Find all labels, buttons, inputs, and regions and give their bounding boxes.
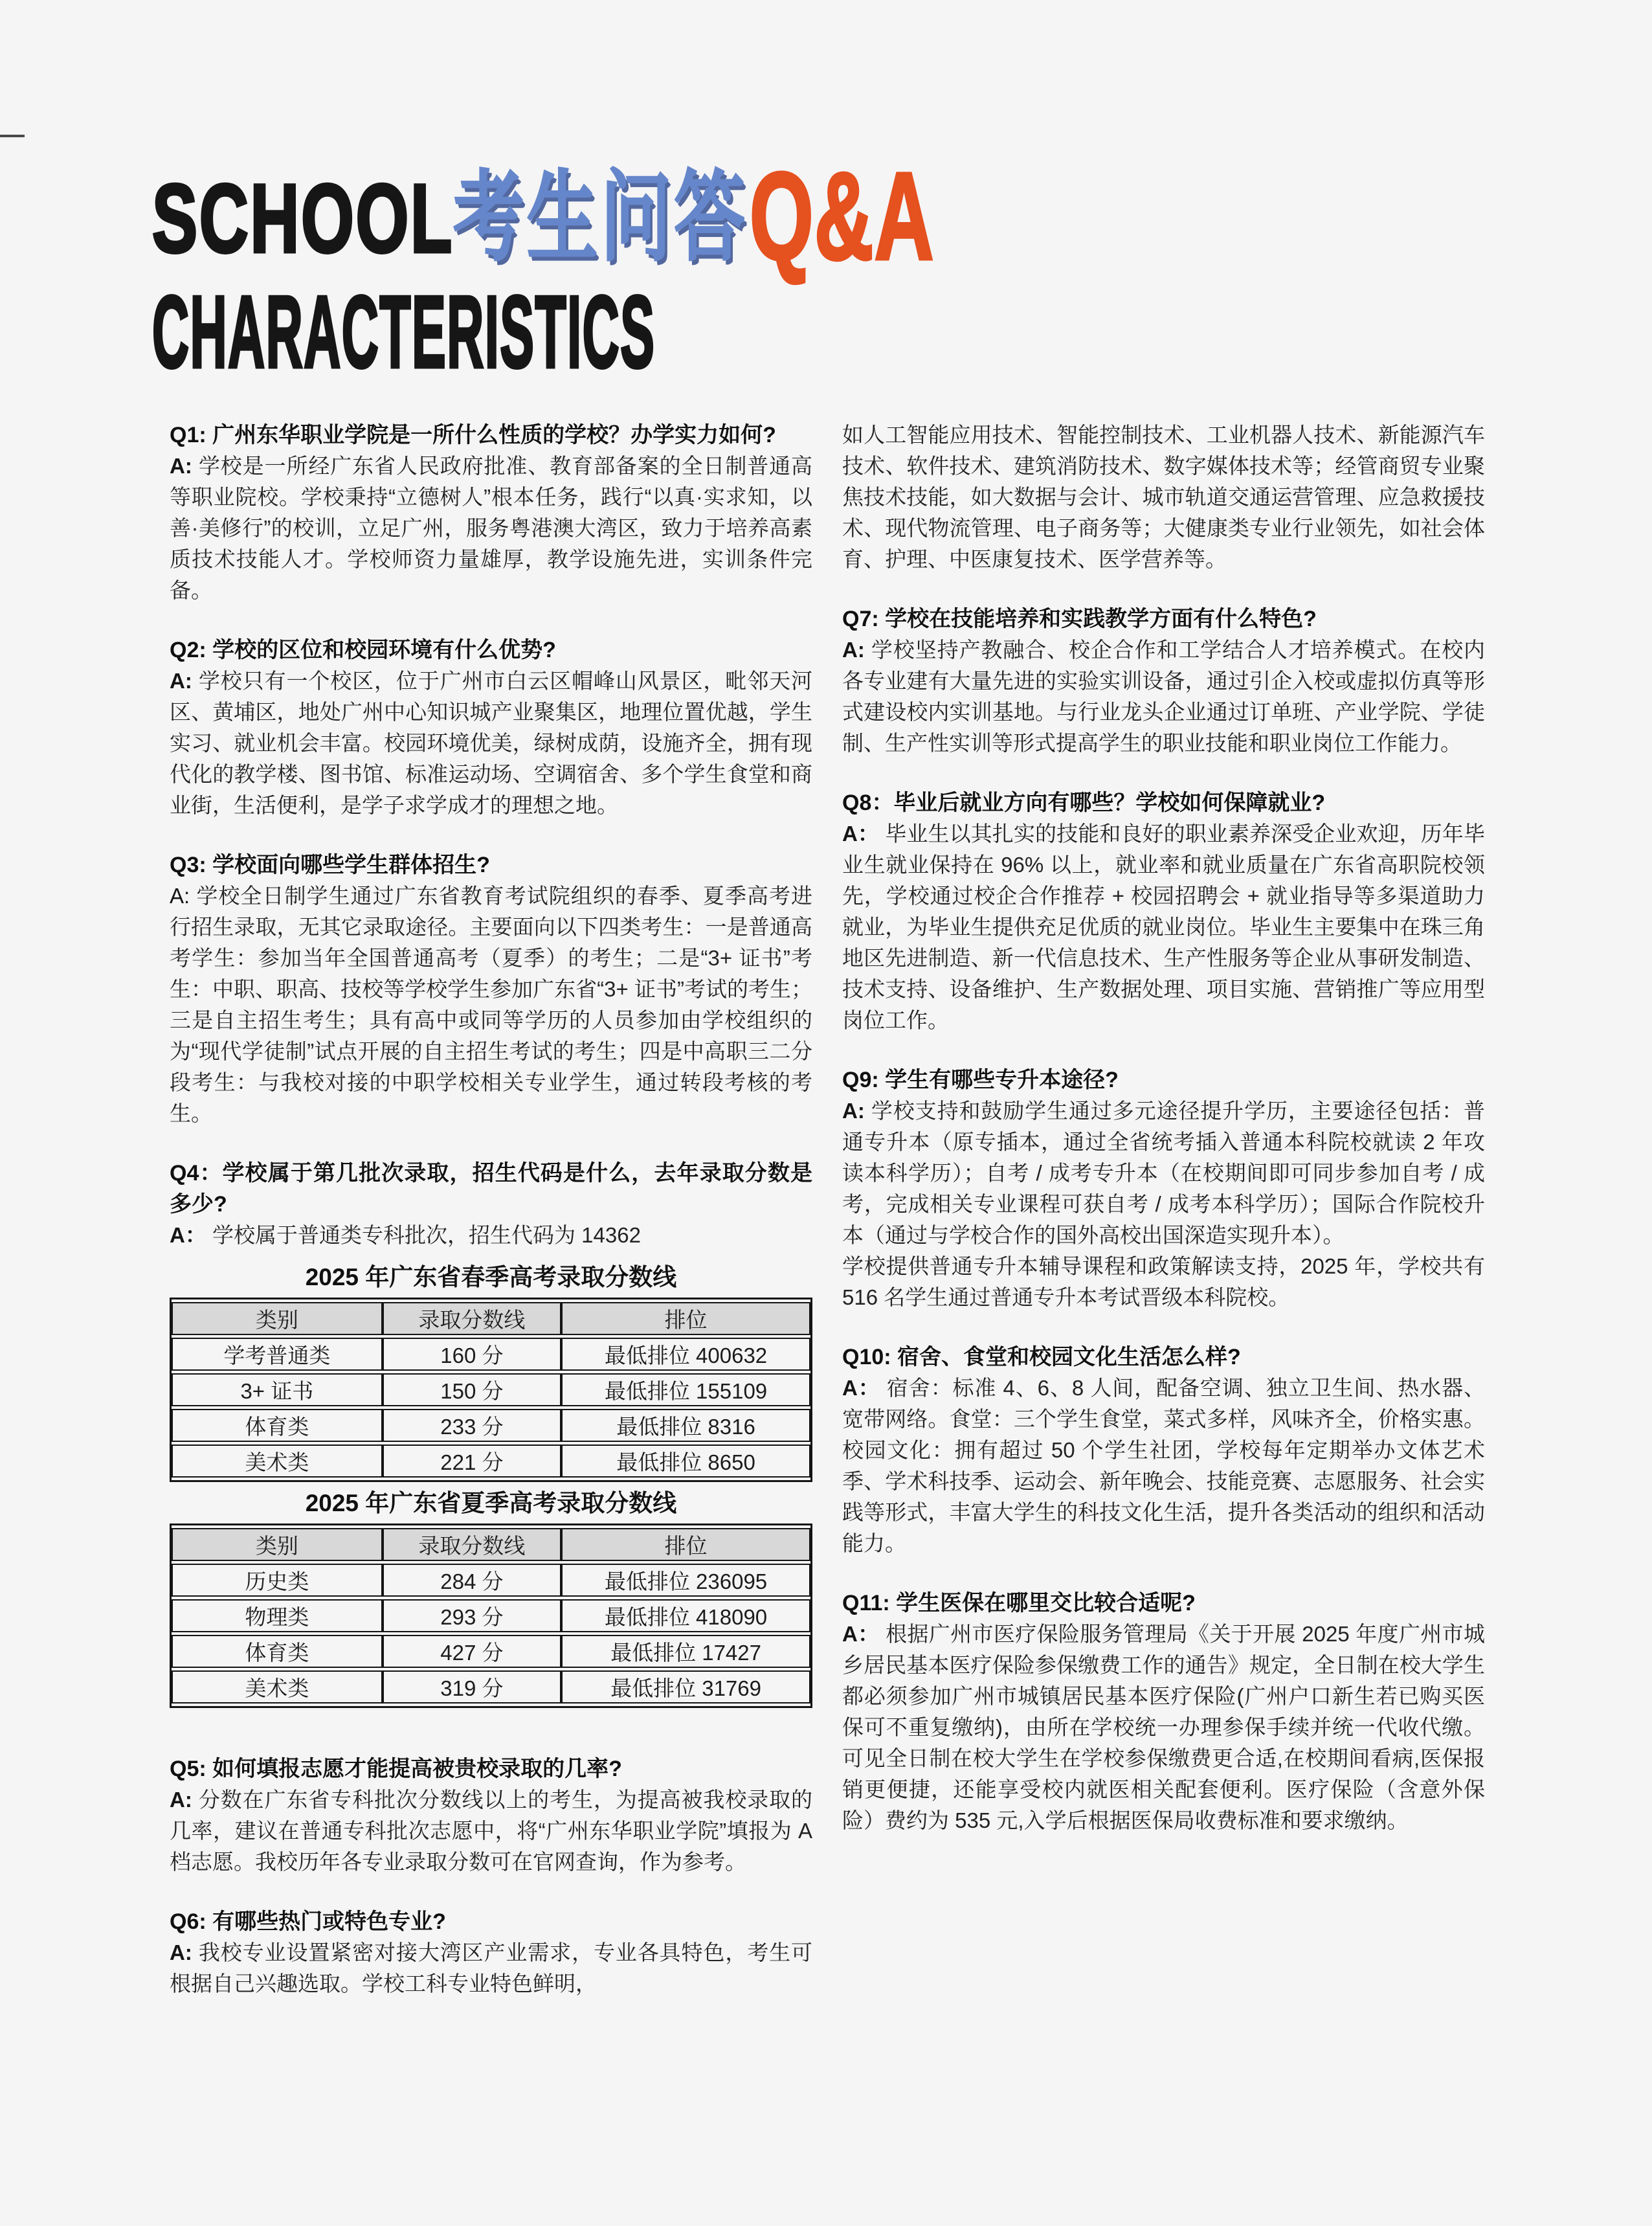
- cell-score: 150 分: [383, 1373, 561, 1406]
- cell-category: 体育类: [172, 1635, 383, 1668]
- question-q9: Q9: 学生有哪些专升本途径?: [842, 1068, 1119, 1092]
- right-column: [842, 420, 1485, 1999]
- answer-q3: [170, 881, 812, 1129]
- cell-category: 学考普通类: [172, 1338, 383, 1371]
- qa-block-q1: [170, 420, 812, 606]
- cell-score: 284 分: [383, 1564, 561, 1597]
- cell-category: 体育类: [172, 1409, 383, 1442]
- cell-category: 历史类: [172, 1564, 383, 1597]
- spring-exam-table-title: 2025 年广东省春季高考录取分数线: [305, 1264, 677, 1290]
- question-q2: Q2: 学校的区位和校园环境有什么优势?: [170, 638, 556, 662]
- title-qa-label: Q&A: [750, 146, 935, 286]
- cell-score: 221 分: [383, 1445, 561, 1478]
- answer-text: 学校坚持产教融合、校企合作和工学结合人才培养模式。在校内各专业建有大量先进的实验实训设备，通过引企入校或虚拟仿真等形式建设校内实训基地。与行业龙头企业通过订单班、产业学院、学徒制、生产性实训等形式提高学生的职业技能和职业岗位工作能力。: [842, 638, 1485, 755]
- answer-text: 毕业生以其扎实的技能和良好的职业素养深受企业欢迎，历年毕业生就业保持在 96% 以上，就业率和就业质量在广东省高职院校领先，学校通过校企合作推荐 + 校园招聘会 + 就业指导等多渠道助力就业，为毕业生提供充足优质的就业岗位。毕业生主要集中在珠三角地区先进制造、新一代信息技术、生产性服务等企业从事研发制造、技术支持、设备维护、生产数据处理、项目实施、营销推广等应用型岗位工作。: [842, 822, 1485, 1032]
- cell-rank: 最低排位 400632: [561, 1338, 810, 1371]
- cell-category: 物理类: [172, 1599, 383, 1632]
- question-q6: Q6: 有哪些热门或特色专业?: [170, 1909, 446, 1934]
- answer-text: 学校是一所经广东省人民政府批准、教育部备案的全日制普通高等职业院校。学校秉持“立德树人”根本任务，践行“以真·实求知，以善·美修行”的校训，立足广州，服务粤港澳大湾区，致力于培养高素质技术技能人才。学校师资力量雄厚，教学设施先进，实训条件完备。: [170, 454, 812, 602]
- table-row: [172, 1445, 810, 1478]
- answer-q4: [170, 1220, 812, 1251]
- spring-exam-score-table: [170, 1298, 812, 1482]
- question-q8: Q8：毕业后就业方向有哪些？学校如何保障就业?: [842, 791, 1326, 815]
- answer-prefix: A：: [842, 822, 880, 846]
- answer-q1: [170, 451, 812, 606]
- answer-prefix: A:: [842, 638, 865, 662]
- cell-category: 3+ 证书: [172, 1373, 383, 1406]
- answer-text: 学校支持和鼓励学生通过多元途径提升学历，主要途径包括：普通专升本（原专插本，通过全省统考插入普通本科院校就读 2 年攻读本科学历）；自考 / 成考专升本（在校期间即可同步参加自考 / 成考，完成相关专业课程可获自考 / 成考本科学历）；国际合作院校升本（通过与学校合作的国外高校出国深造实现升本）。: [842, 1099, 1485, 1247]
- answer-q10: [842, 1373, 1485, 1559]
- qa-block-q3: [170, 849, 812, 1129]
- cell-rank: 最低排位 31769: [561, 1670, 810, 1703]
- answer-prefix: A：: [170, 1223, 206, 1247]
- answer-text: 学校属于普通类专科批次，招生代码为 14362: [212, 1223, 641, 1247]
- answer-text: 我校专业设置紧密对接大湾区产业需求，专业各具特色，考生可根据自己兴趣选取。学校工科专业特色鲜明，: [170, 1940, 812, 1996]
- qa-block-q10: [842, 1342, 1485, 1559]
- two-column-body: [170, 420, 1485, 1999]
- answer-q6: [170, 1937, 812, 1999]
- answer-text: 根据广州市医疗保险服务管理局《关于开展 2025 年度广州市城乡居民基本医疗保险参保缴费工作的通告》规定，全日制在校大学生都必须参加广州市城镇居民基本医疗保险(广州户口新生若已购买医保可不重复缴纳)，由所在学校统一办理参保手续并统一代收代缴。可见全日制在校大学生在学校参保缴费更合适,在校期间看病,医保报销更便捷，还能享受校内就医相关配套便利。医疗保险（含意外保险）费约为 535 元,入学后根据医保局收费标准和要求缴纳。: [842, 1622, 1486, 1832]
- qa-block-q6-continuation: [842, 420, 1485, 575]
- answer-q7: [842, 635, 1485, 759]
- qa-block-q8: [842, 787, 1485, 1036]
- table-row: [172, 1373, 810, 1406]
- left-column: [170, 420, 812, 1999]
- answer-prefix: A:: [170, 669, 192, 693]
- cell-score: 319 分: [383, 1670, 561, 1703]
- col-header-score-line: 录取分数线: [383, 1302, 561, 1335]
- answer-text: 分数在广东省专科批次分数线以上的考生，为提高被我校录取的几率，建议在普通专科批次志愿中，将“广州东华职业学院”填报为 A 档志愿。我校历年各专业录取分数可在官网查询，作为参考。: [170, 1788, 812, 1874]
- cell-category: 美术类: [172, 1670, 383, 1703]
- table-row: [172, 1599, 810, 1632]
- col-header-category: 类别: [172, 1302, 383, 1335]
- question-q1: Q1: 广州东华职业学院是一所什么性质的学校？办学实力如何?: [170, 423, 776, 447]
- question-q10: Q10: 宿舍、食堂和校园文化生活怎么样?: [842, 1345, 1241, 1369]
- cell-score: 427 分: [383, 1635, 561, 1668]
- answer-prefix: A：: [842, 1622, 880, 1646]
- col-header-rank: 排位: [561, 1302, 810, 1335]
- cell-rank: 最低排位 17427: [561, 1635, 810, 1668]
- answer-q6-continuation: 如人工智能应用技术、智能控制技术、工业机器人技术、新能源汽车技术、软件技术、建筑消防技术、数字媒体技术等；经管商贸专业聚焦技术技能，如大数据与会计、城市轨道交通运营管理、应急救援技术、现代物流管理、电子商务等；大健康类专业行业领先，如社会体育、护理、中医康复技术、医学营养等。: [842, 423, 1485, 571]
- answer-text: 学校全日制学生通过广东省教育考试院组织的春季、夏季高考进行招生录取，无其它录取途径。主要面向以下四类考生：一是普通高考学生：参加当年全国普通高考（夏季）的考生；二是“3+ 证书”考生：中职、职高、技校等学校学生参加广东省“3+ 证书”考试的考生；三是自主招生考生；具有高中或同等学历的人员参加由学校组织的为“现代学徒制”试点开展的自主招生考试的考生；四是中高职三二分段考生：与我校对接的中职学校相关专业学生，通过转段考核的考生。: [170, 884, 813, 1125]
- question-q4: Q4：学校属于第几批次录取，招生代码是什么，去年录取分数是多少?: [170, 1161, 812, 1217]
- table-header-row: [172, 1528, 810, 1561]
- table-row: [172, 1564, 810, 1597]
- qa-block-q9: [842, 1064, 1485, 1313]
- answer-q8: [842, 818, 1485, 1036]
- answer-q5: [170, 1784, 812, 1878]
- cell-rank: 最低排位 8316: [561, 1409, 810, 1442]
- col-header-category: 类别: [172, 1528, 383, 1561]
- answer-text: 学校只有一个校区，位于广州市白云区帽峰山风景区，毗邻天河区、黄埔区，地处广州中心知识城产业聚集区，地理位置优越，学生实习、就业机会丰富。校园环境优美，绿树成荫，设施齐全，拥有现代化的教学楼、图书馆、标准运动场、空调宿舍、多个学生食堂和商业街，生活便利，是学子求学成才的理想之地。: [170, 669, 812, 817]
- cell-score: 233 分: [383, 1409, 561, 1442]
- question-q11: Q11: 学生医保在哪里交比较合适呢?: [842, 1591, 1196, 1615]
- page-header: [0, 0, 1652, 414]
- col-header-rank: 排位: [561, 1528, 810, 1561]
- cell-score: 293 分: [383, 1599, 561, 1632]
- qa-block-q7: [842, 603, 1485, 759]
- answer-prefix: A:: [842, 1099, 865, 1123]
- cell-rank: 最低排位 8650: [561, 1445, 810, 1478]
- title-kaosheng-wenda: 考生问答: [453, 163, 748, 273]
- answer-prefix: A:: [170, 1940, 192, 1964]
- answer-prefix: A:: [170, 454, 192, 478]
- answer-prefix: A：: [842, 1376, 880, 1400]
- table-header-row: [172, 1302, 810, 1335]
- col-header-score-line: 录取分数线: [383, 1528, 561, 1561]
- qa-block-q5: [170, 1753, 812, 1878]
- qa-block-q11: [842, 1588, 1485, 1836]
- title-characteristics: CHARACTERISTICS: [152, 275, 656, 389]
- cell-score: 160 分: [383, 1338, 561, 1371]
- qa-block-q4: [170, 1158, 812, 1708]
- cell-rank: 最低排位 155109: [561, 1373, 810, 1406]
- answer-q9-paragraph2: 学校提供普通专升本辅导课程和政策解读支持，2025 年，学校共有 516 名学生通过普通专升本考试晋级本科院校。: [842, 1254, 1485, 1309]
- table-row: [172, 1338, 810, 1371]
- table-row: [172, 1635, 810, 1668]
- table-row: [172, 1409, 810, 1442]
- answer-text: 宿舍：标准 4、6、8 人间，配备空调、独立卫生间、热水器、宽带网络。食堂：三个学生食堂，菜式多样，风味齐全，价格实惠。校园文化：拥有超过 50 个学生社团，学校每年定期举办文体艺术季、学术科技季、运动会、新年晚会、技能竞赛、志愿服务、社会实践等形式，丰富大学生的科技文化生活，提升各类活动的组织和活动能力。: [842, 1376, 1485, 1555]
- cell-rank: 最低排位 236095: [561, 1564, 810, 1597]
- table-row: [172, 1670, 810, 1703]
- question-q3: Q3: 学校面向哪些学生群体招生?: [170, 853, 490, 877]
- question-q7: Q7: 学校在技能培养和实践教学方面有什么特色?: [842, 607, 1317, 631]
- answer-prefix: A:: [170, 884, 190, 908]
- title-school: SCHOOL: [152, 164, 454, 273]
- cell-category: 美术类: [172, 1445, 383, 1478]
- question-q5: Q5: 如何填报志愿才能提高被贵校录取的几率?: [170, 1757, 622, 1781]
- answer-q11: [842, 1619, 1485, 1836]
- summer-exam-table-title: 2025 年广东省夏季高考录取分数线: [305, 1490, 677, 1516]
- answer-prefix: A:: [170, 1788, 192, 1812]
- answer-q9: [842, 1096, 1485, 1251]
- answer-q2: [170, 666, 812, 821]
- qa-block-q6: [170, 1906, 812, 1999]
- qa-block-q2: [170, 635, 812, 821]
- cell-rank: 最低排位 418090: [561, 1599, 810, 1632]
- summer-exam-score-table: [170, 1523, 812, 1708]
